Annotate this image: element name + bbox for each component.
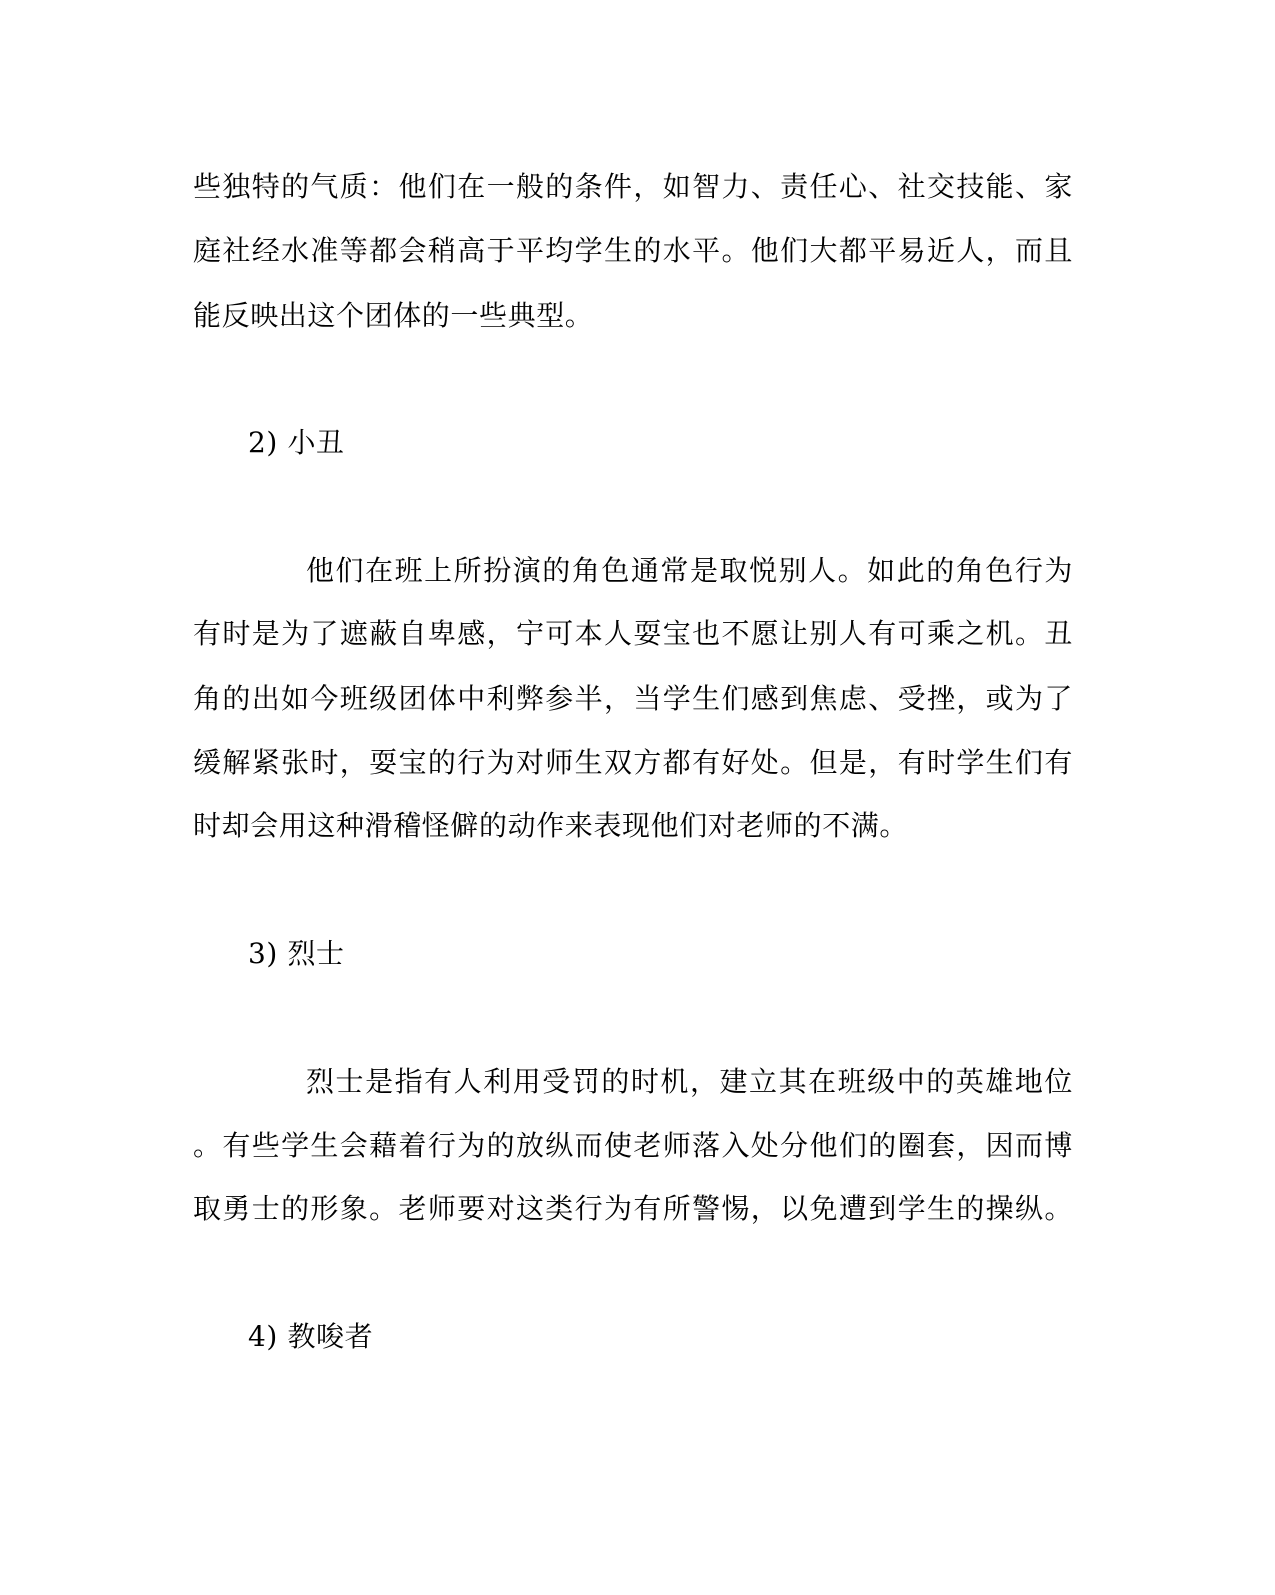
paragraph-3-line-1: 烈士是指有人利用受罚的时机，建立其在班级中的英雄地位	[306, 1065, 1073, 1098]
paragraph-2-line-4: 缓解紧张时，耍宝的行为对师生双方都有好处。但是，有时学生们有	[193, 746, 1073, 779]
section-heading-clown: 2) 小丑	[248, 426, 345, 459]
paragraph-2-line-2: 有时是为了遮蔽自卑感，宁可本人耍宝也不愿让别人有可乘之机。丑	[193, 617, 1073, 650]
paragraph-2-line-3: 角的出如今班级团体中利弊参半，当学生们感到焦虑、受挫，或为了	[193, 682, 1073, 715]
paragraph-2-line-5: 时却会用这种滑稽怪僻的动作来表现他们对老师的不满。	[193, 809, 909, 842]
paragraph-1-line-1: 些独特的气质：他们在一般的条件，如智力、责任心、社交技能、家	[193, 170, 1073, 203]
section-heading-martyr: 3) 烈士	[248, 937, 345, 970]
paragraph-1-line-2: 庭社经水准等都会稍高于平均学生的水平。他们大都平易近人，而且	[193, 234, 1073, 267]
paragraph-3-line-2: 。有些学生会藉着行为的放纵而使老师落入处分他们的圈套，因而博	[193, 1129, 1073, 1162]
section-heading-instigator: 4) 教唆者	[248, 1320, 374, 1353]
paragraph-2-line-1: 他们在班上所扮演的角色通常是取悦别人。如此的角色行为	[306, 554, 1073, 587]
paragraph-1-line-3: 能反映出这个团体的一些典型。	[193, 299, 594, 332]
paragraph-3-line-3: 取勇士的形象。老师要对这类行为有所警惕，以免遭到学生的操纵。	[193, 1192, 1073, 1225]
